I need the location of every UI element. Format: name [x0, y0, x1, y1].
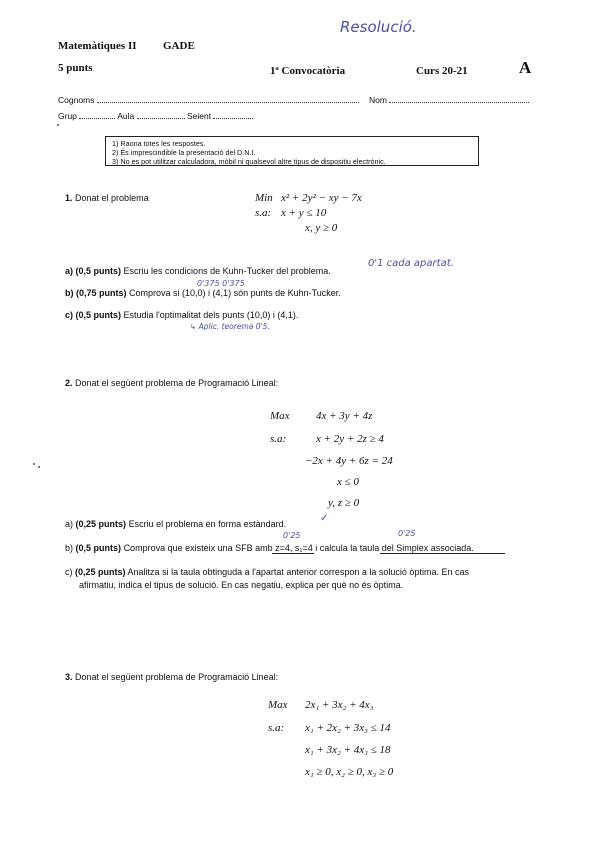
problem2-a-points: (0,25 punts)	[75, 519, 127, 529]
grup-field[interactable]	[58, 110, 253, 121]
subject-title: Matemàtiques II	[58, 40, 137, 52]
scan-dot	[33, 463, 35, 465]
handwritten-note-c: ↳ Aplic. teorema 0'5.	[190, 322, 270, 331]
problem1-b-points: b) (0,75 punts)	[65, 288, 127, 298]
cognoms-label: Cognoms	[58, 95, 95, 105]
nom-field[interactable]	[369, 94, 529, 105]
problem1-min-label: Min	[255, 192, 273, 204]
problem2-part-b	[65, 543, 474, 553]
problem2-number: 2.	[65, 378, 73, 388]
seient-line	[213, 110, 253, 119]
problem1-intro-text: Donat el problema	[75, 193, 149, 203]
problem2-constraint-4: y, z ≥ 0	[328, 497, 360, 509]
problem2-part-c	[65, 567, 469, 577]
scan-dot	[57, 124, 59, 126]
problem2-c-points: (0,25 punts)	[75, 567, 126, 577]
problem2-c-text-2: afirmatiu, indica el tipus de solució. En cas negatiu, explica per què no és òptima.	[79, 580, 404, 590]
problem3-constraint-3: x₁ ≥ 0, x₂ ≥ 0, x₃ ≥ 0	[305, 766, 394, 778]
problem1-part-c	[65, 310, 298, 320]
problem1-objective: x² + 2y² − xy − 7x	[281, 192, 362, 204]
problem2-sa-label: s.a:	[270, 433, 287, 445]
scan-dot	[38, 466, 40, 468]
problem1-constraint-1: x + y ≤ 10	[281, 207, 327, 219]
problem3-number: 3.	[65, 672, 73, 682]
problem2-b-points: (0,5 punts)	[75, 543, 122, 553]
degree-title: GADE	[163, 40, 195, 52]
instructions-box	[105, 136, 479, 166]
problem1-constraint-2: x, y ≥ 0	[305, 222, 338, 234]
handwritten-title: Resolució.	[340, 18, 417, 36]
problem3-intro-text: Donat el següent problema de Programació Lineal:	[75, 672, 279, 682]
handwritten-note-2b-right: 0'25	[398, 529, 416, 538]
grup-line	[79, 110, 115, 119]
problem3-max-label: Max	[268, 699, 288, 711]
problem2-max-label: Max	[270, 410, 290, 422]
problem2-part-a	[65, 519, 286, 529]
handwritten-note-b: 0'375 0'375	[197, 279, 245, 288]
grup-label: Grup	[58, 111, 77, 121]
problem1-c-points: c) (0,5 punts)	[65, 310, 122, 320]
handwritten-tick: ✓	[320, 513, 329, 524]
handwritten-underline	[380, 553, 505, 554]
problem2-a-text: Escriu el problema en forma estàndard.	[128, 519, 287, 529]
course-year: Curs 20-21	[416, 65, 468, 77]
nom-line	[389, 94, 529, 103]
nom-label: Nom	[369, 95, 387, 105]
handwritten-note-2b-left: 0'25	[283, 531, 301, 540]
instruction-item: 2) És imprescindible la presentació del D.N.I.	[112, 148, 256, 157]
problem2-b-label: b)	[65, 543, 74, 553]
problem2-intro-text: Donat el següent problema de Programació Lineal:	[75, 378, 279, 388]
problem1-intro	[65, 193, 149, 203]
instruction-item: 3) No es pot utilitzar calculadora, mòbil ni qualsevol altre tipus de dispositiu electrònic.	[112, 157, 386, 166]
problem3-constraint-1: x₁ + 2x₂ + 3x₃ ≤ 14	[305, 722, 391, 734]
problem3-objective: 2x₁ + 3x₂ + 4x₃	[305, 699, 374, 711]
instruction-item: 1) Raona totes les respostes.	[112, 139, 206, 148]
problem1-a-text: Escriu les condicions de Kuhn-Tucker del problema.	[123, 266, 331, 276]
aula-label: Aula	[117, 111, 135, 121]
problem1-b-text: Comprova si (10,0) i (4,1) són punts de Kuhn-Tucker.	[129, 288, 341, 298]
problem1-c-text: Estudia l'optimalitat dels punts (10,0) i (4,1).	[123, 310, 299, 320]
problem2-objective: 4x + 3y + 4z	[316, 410, 373, 422]
cognoms-field[interactable]	[58, 94, 359, 105]
aula-line	[137, 110, 185, 119]
problem1-number: 1.	[65, 193, 73, 203]
exam-session: 1ª Convocatòria	[270, 65, 346, 77]
problem2-b-text: Comprova que existeix una SFB amb z=4, s₁=4 i calcula la taula del Simplex associada.	[123, 543, 474, 553]
problem1-part-b	[65, 288, 341, 298]
problem2-constraint-3: x ≤ 0	[337, 476, 359, 488]
problem1-sa-label: s.a:	[255, 207, 272, 219]
points-total: 5 punts	[58, 62, 93, 74]
problem3-intro	[65, 672, 278, 682]
problem1-part-a	[65, 266, 331, 276]
exam-version: A	[519, 58, 532, 77]
handwritten-note-a: 0'1 cada apartat.	[368, 258, 454, 269]
problem2-a-label: a)	[65, 519, 74, 529]
cognoms-line	[97, 94, 359, 103]
problem2-intro	[65, 378, 278, 388]
handwritten-underline	[272, 553, 314, 554]
problem3-constraint-2: x₁ + 3x₂ + 4x₃ ≤ 18	[305, 744, 391, 756]
problem2-constraint-2: −2x + 4y + 6z = 24	[305, 455, 393, 467]
problem1-a-points: a) (0,5 punts)	[65, 266, 122, 276]
problem2-constraint-1: x + 2y + 2z ≥ 4	[316, 433, 384, 445]
problem2-c-label: c)	[65, 567, 73, 577]
problem2-c-text-1: Analitza si la taula obtinguda a l'apartat anterior correspon a la solució òptima. En cas	[127, 567, 469, 577]
seient-label: Seient	[186, 111, 212, 121]
problem3-sa-label: s.a:	[268, 722, 285, 734]
